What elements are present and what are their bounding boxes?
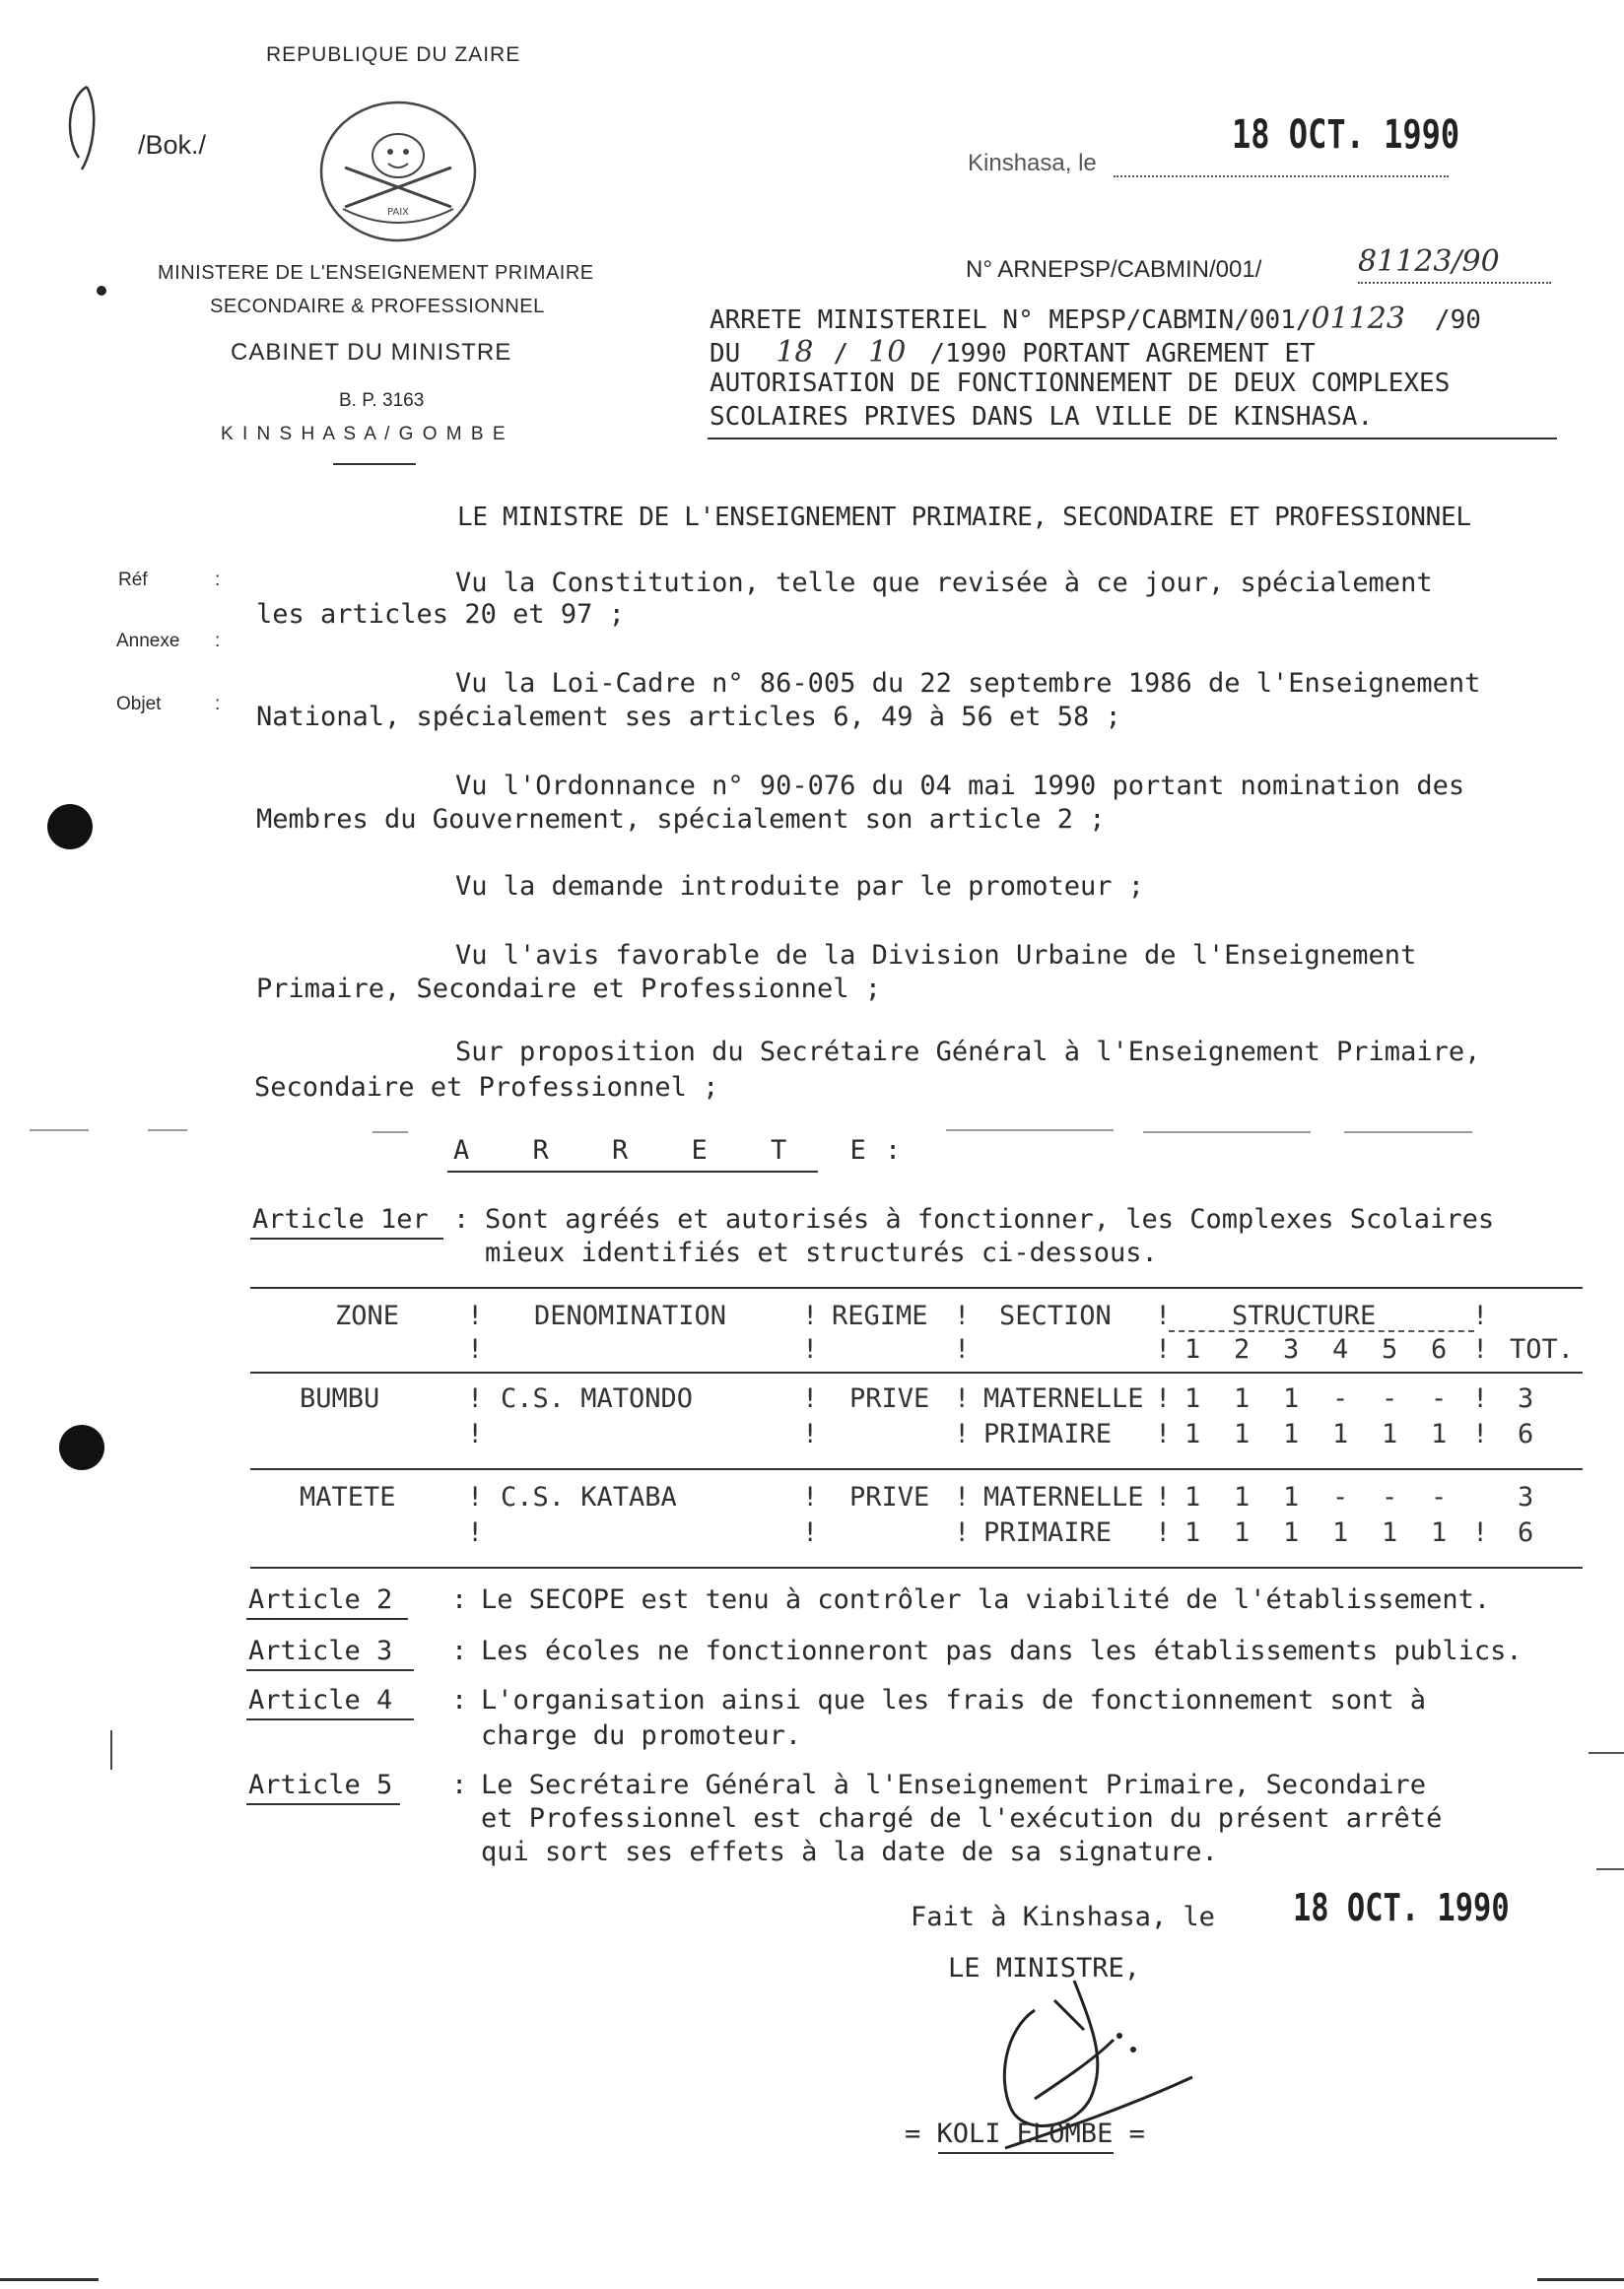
consideration-line: Vu l'avis favorable de la Division Urbaine de l'Enseignement [455,940,1417,971]
table-cell-denomination: C.S. MATONDO [501,1383,694,1414]
table-col-separator: ! [954,1383,971,1414]
consideration-line: Vu la demande introduite par le promoteur ; [455,871,1144,902]
consideration-line: Membres du Gouvernement, spécialement son article 2 ; [256,804,1106,835]
article-separator: : [451,1685,468,1716]
table-cell-level: 1 [1283,1419,1300,1449]
table-col-separator: ! [954,1419,971,1449]
table-header-rule [250,1372,1583,1374]
table-cell-level: - [1332,1383,1349,1414]
table-header-tot: TOT. [1510,1334,1575,1365]
margin-label-objet: Objet [116,694,162,714]
number-handwritten: 81123/90 [1358,244,1500,279]
date-stamp: 18 OCT. 1990 [1232,112,1460,158]
table-cell-level: - [1431,1383,1448,1414]
consideration-line: Vu la Loi-Cadre n° 86-005 du 22 septembre 1986 de l'Enseignement [455,668,1481,699]
table-header-level: 2 [1234,1334,1251,1365]
table-header-level: 4 [1332,1334,1349,1365]
article-text: L'organisation ainsi que les frais de fonctionnement sont à [481,1685,1427,1716]
article-text: Le Secrétaire Général à l'Enseignement Primaire, Secondaire [481,1770,1427,1800]
table-col-separator: ! [1472,1419,1489,1449]
minister-heading: LE MINISTRE DE L'ENSEIGNEMENT PRIMAIRE, SECONDAIRE ET PROFESSIONNEL [457,503,1471,532]
table-col-separator: ! [1155,1301,1172,1331]
article-text: Les écoles ne fonctionneront pas dans les établissements publics. [481,1636,1522,1666]
table-row-rule [250,1468,1583,1470]
table-col-separator: ! [802,1301,819,1331]
scan-artifact-dash [1344,1131,1472,1133]
number-label: N° ARNEPSP/CABMIN/001/ [966,256,1262,283]
article-label: Article 3 [248,1636,393,1666]
table-header-level: 6 [1431,1334,1448,1365]
closing-date-stamp: 18 OCT. 1990 [1293,1886,1510,1929]
table-cell-level: - [1332,1482,1349,1513]
margin-colon: : [215,570,221,590]
table-header-denomination: DENOMINATION [534,1301,727,1331]
table-col-separator: ! [1155,1482,1172,1513]
consideration-line: Vu la Constitution, telle que revisée à ce jour, spécialement [455,568,1433,598]
table-cell-level: 1 [1234,1517,1251,1548]
table-cell-level: 1 [1283,1383,1300,1414]
table-col-separator: ! [802,1517,819,1548]
table-cell-level: 1 [1431,1419,1448,1449]
margin-label-annexe: Annexe [116,631,180,651]
table-cell-zone: MATETE [300,1482,396,1513]
article-label: Article 1er [252,1204,429,1235]
minister-name: = KOLI ELOMBE = [905,2119,1145,2149]
arrete-heading: A R R E T E [453,1135,890,1166]
margin-label-ref: Réf [118,570,148,590]
minister-title: LE MINISTRE, [948,1953,1141,1984]
office-ref-code: /Bok./ [138,130,207,160]
scan-artifact-dash [30,1129,89,1131]
table-cell-level: - [1382,1482,1398,1513]
table-cell-denomination: C.S. KATABA [501,1482,677,1513]
minister-name-underline [938,2152,1114,2154]
punch-hole-dot [97,286,106,296]
article-text: Le SECOPE est tenu à contrôler la viabilité de l'établissement. [481,1584,1491,1615]
table-cell-level: 1 [1234,1419,1251,1449]
punch-hole [59,1425,104,1470]
table-cell-level: 1 [1283,1517,1300,1548]
article-underline [246,1618,408,1620]
table-col-separator: ! [467,1482,484,1513]
table-cell-level: 1 [1382,1419,1398,1449]
table-col-separator: ! [467,1334,484,1365]
scan-artifact-dash [372,1131,408,1133]
scan-artifact-dash [148,1129,187,1131]
article-separator: : [451,1770,468,1800]
table-cell-level: 1 [1234,1482,1251,1513]
scan-artifact-dash [0,2278,99,2281]
table-cell-level: 1 [1234,1383,1251,1414]
table-col-separator: ! [467,1301,484,1331]
table-col-separator: ! [1472,1301,1489,1331]
article-label: Article 4 [248,1685,393,1716]
table-col-separator: ! [1472,1383,1489,1414]
arrete-underline [447,1171,818,1173]
article-label: Article 2 [248,1584,393,1615]
table-col-separator: ! [1472,1334,1489,1365]
table-col-separator: ! [802,1383,819,1414]
table-cell-level: 1 [1382,1517,1398,1548]
table-cell-section: PRIMAIRE [983,1419,1113,1449]
table-header-structure: STRUCTURE [1232,1301,1377,1331]
place-date-dotted-line [1114,175,1449,177]
table-cell-level: 1 [1332,1517,1349,1548]
article-label: Article 5 [248,1770,393,1800]
table-cell-regime: PRIVE [849,1383,930,1414]
ministry-name-line2: SECONDAIRE & PROFESSIONNEL [210,296,545,317]
article-separator: : [451,1584,468,1615]
table-cell-level: - [1382,1383,1398,1414]
punch-hole [47,804,93,849]
table-cell-level: 1 [1184,1482,1201,1513]
cabinet-title: CABINET DU MINISTRE [231,339,512,366]
ministry-name-line1: MINISTERE DE L'ENSEIGNEMENT PRIMAIRE [158,262,594,284]
scan-artifact-dash [946,1129,1114,1131]
table-header-level: 1 [1184,1334,1201,1365]
table-col-separator: ! [802,1334,819,1365]
table-col-separator: ! [954,1334,971,1365]
number-dotted-line [1358,282,1551,284]
table-col-separator: ! [1155,1334,1172,1365]
table-col-separator: ! [467,1517,484,1548]
scan-artifact-mark [110,1730,112,1770]
table-col-separator: ! [802,1482,819,1513]
table-cell-section: MATERNELLE [983,1482,1144,1513]
table-top-rule [250,1287,1583,1289]
scan-artifact-dash [1596,1868,1624,1870]
decree-title-line2: DU 18 / 10 /1990 PORTANT AGREMENT ET [710,335,1316,370]
table-col-separator: ! [1155,1383,1172,1414]
article-text: mieux identifiés et structurés ci-dessous. [485,1238,1158,1268]
decree-title-line3: AUTORISATION DE FONCTIONNEMENT DE DEUX COMPLEXES [710,369,1451,398]
article-separator: : [453,1204,470,1235]
scan-artifact-dash [1537,2278,1624,2281]
table-header-regime: REGIME [832,1301,928,1331]
consideration-line: Sur proposition du Secrétaire Général à l'Enseignement Primaire, [455,1037,1481,1067]
article-text: Sont agréés et autorisés à fonctionner, les Complexes Scolaires [485,1204,1495,1235]
table-header-level: 5 [1382,1334,1398,1365]
table-cell-level: 1 [1332,1419,1349,1449]
place-date-label: Kinshasa, le [968,150,1097,176]
title-underline [708,438,1557,439]
city-line: K I N S H A S A / G O M B E [221,424,508,444]
table-col-separator: ! [1155,1517,1172,1548]
coat-of-arms-seal-icon [315,99,481,244]
article-underline [246,1669,414,1671]
consideration-line: Secondaire et Professionnel ; [254,1072,719,1103]
article-text: charge du promoteur. [481,1720,802,1751]
scan-artifact-dash [1589,1752,1624,1754]
table-cell-zone: BUMBU [300,1383,380,1414]
closing-place-label: Fait à Kinshasa, le [911,1902,1215,1932]
structure-header-underline [1169,1330,1474,1332]
table-header-zone: ZONE [335,1301,400,1331]
table-col-separator: ! [802,1419,819,1449]
table-header-level: 3 [1283,1334,1300,1365]
consideration-line: les articles 20 et 97 ; [256,599,625,630]
table-cell-tot: 3 [1518,1383,1534,1414]
postal-box: B. P. 3163 [339,390,425,411]
republic-title: REPUBLIQUE DU ZAIRE [266,43,521,66]
consideration-line: Primaire, Secondaire et Professionnel ; [256,974,881,1004]
table-cell-level: 1 [1184,1517,1201,1548]
city-underline [333,463,416,465]
table-cell-tot: 6 [1518,1419,1534,1449]
table-col-separator: ! [954,1482,971,1513]
arrete-colon: : [885,1135,902,1166]
table-col-separator: ! [467,1383,484,1414]
article-separator: : [451,1636,468,1666]
article-text: qui sort ses effets à la date de sa signature. [481,1837,1218,1867]
consideration-line: Vu l'Ordonnance n° 90-076 du 04 mai 1990 portant nomination des [455,771,1465,801]
table-cell-tot: 6 [1518,1517,1534,1548]
table-col-separator: ! [954,1517,971,1548]
table-cell-regime: PRIVE [849,1482,930,1513]
table-cell-tot: 3 [1518,1482,1534,1513]
consideration-line: National, spécialement ses articles 6, 49 à 56 et 58 ; [256,702,1121,732]
decree-title-line1: ARRETE MINISTERIEL N° MEPSP/CABMIN/001/01123 /90 [710,302,1481,336]
table-cell-level: 1 [1431,1517,1448,1548]
table-header-section: SECTION [999,1301,1112,1331]
handwritten-mark-icon [57,79,116,177]
table-col-separator: ! [1472,1517,1489,1548]
article-underline [246,1718,414,1720]
article-underline [246,1803,400,1805]
svg-text:PAIX: PAIX [386,207,410,218]
margin-colon: : [215,694,221,714]
table-cell-section: MATERNELLE [983,1383,1144,1414]
table-col-separator: ! [1155,1419,1172,1449]
scan-artifact-dash [1143,1131,1311,1133]
table-cell-section: PRIMAIRE [983,1517,1113,1548]
table-cell-level: 1 [1184,1419,1201,1449]
table-col-separator: ! [467,1419,484,1449]
table-cell-level: 1 [1283,1482,1300,1513]
table-bottom-rule [250,1567,1583,1569]
article-underline [250,1238,443,1240]
table-col-separator: ! [954,1301,971,1331]
table-cell-level: 1 [1184,1383,1201,1414]
margin-colon: : [215,631,221,651]
table-cell-level: - [1431,1482,1448,1513]
article-text: et Professionnel est chargé de l'exécution du présent arrêté [481,1803,1443,1834]
decree-title-line4: SCOLAIRES PRIVES DANS LA VILLE DE KINSHASA. [710,402,1374,432]
